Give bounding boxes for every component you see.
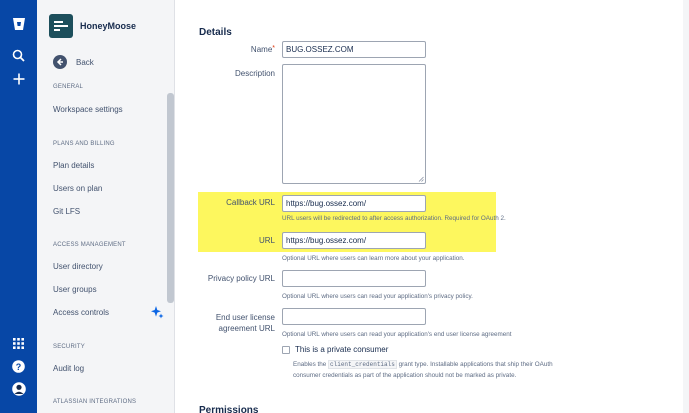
eula-help: Optional URL where users can read your application's end user license agreement — [282, 331, 512, 338]
section-title-security: SECURITY — [53, 344, 85, 350]
back-link[interactable]: Back — [76, 58, 94, 67]
global-nav-rail — [0, 0, 37, 413]
name-input[interactable]: BUG.OSSEZ.COM — [282, 41, 426, 58]
sidebar-item-user-groups[interactable]: User groups — [53, 285, 97, 294]
sidebar-item-access-controls[interactable]: Access controls — [53, 308, 110, 317]
callback-url-input[interactable]: https://bug.ossez.com/ — [282, 195, 426, 212]
section-title-plans-billing: PLANS AND BILLING — [53, 141, 115, 147]
privacy-policy-input[interactable] — [282, 270, 426, 287]
client-credentials-code: client_credentials — [330, 361, 395, 368]
sidebar-scrollbar[interactable] — [167, 93, 174, 303]
bitbucket-icon[interactable] — [0, 14, 37, 34]
private-consumer-checkbox[interactable] — [282, 346, 290, 354]
help-icon[interactable] — [0, 358, 37, 374]
description-label: Description — [234, 69, 275, 78]
privacy-policy-label: Privacy policy URL — [207, 274, 275, 283]
sparkle-icon — [150, 305, 164, 324]
section-title-general: GENERAL — [53, 84, 84, 90]
callback-url-help: URL users will be redirected to after access authorization. Required for OAuth 2. — [282, 215, 506, 222]
privacy-policy-help: Optional URL where users can read your application's privacy policy. — [282, 293, 473, 300]
private-consumer-help: Enables the client_credentials grant type. Installable applications that ship their OAuth consumer credentials as part of the application should not be marked as private. — [293, 361, 553, 379]
apps-icon[interactable] — [0, 336, 37, 350]
section-title-access-management: ACCESS MANAGEMENT — [53, 242, 126, 248]
private-consumer-label[interactable]: This is a private consumer — [295, 345, 389, 354]
details-heading: Details — [199, 27, 232, 38]
name-label: Name* — [250, 45, 275, 54]
url-input[interactable]: https://bug.ossez.com/ — [282, 232, 426, 249]
sidebar-item-users-on-plan[interactable]: Users on plan — [53, 184, 103, 193]
eula-label: End user license agreement URL — [215, 313, 275, 333]
user-avatar[interactable] — [0, 380, 37, 398]
sidebar-item-workspace-settings[interactable]: Workspace settings — [53, 105, 123, 114]
permissions-heading: Permissions — [199, 405, 259, 413]
back-arrow-icon[interactable] — [53, 55, 67, 69]
main-content — [175, 0, 689, 413]
search-icon[interactable] — [0, 46, 37, 64]
eula-input[interactable] — [282, 308, 426, 325]
resize-grip-icon[interactable] — [418, 176, 424, 182]
svg-text:?: ? — [15, 361, 22, 372]
sidebar-item-git-lfs[interactable]: Git LFS — [53, 207, 81, 216]
workspace-logo — [49, 14, 73, 38]
sidebar-item-user-directory[interactable]: User directory — [53, 262, 103, 271]
callback-url-label: Callback URL — [226, 198, 275, 207]
settings-sidebar — [37, 0, 175, 413]
plus-icon[interactable] — [0, 70, 37, 88]
url-help: Optional URL where users can learn more about your application. — [282, 255, 465, 262]
section-title-atlassian-integrations: ATLASSIAN INTEGRATIONS — [53, 399, 137, 405]
workspace-name[interactable]: HoneyMoose — [80, 21, 137, 31]
url-label: URL — [258, 236, 275, 245]
sidebar-item-audit-log[interactable]: Audit log — [53, 364, 85, 373]
sidebar-item-plan-details[interactable]: Plan details — [53, 161, 95, 170]
description-textarea[interactable] — [282, 64, 426, 184]
page-scrollbar[interactable] — [683, 0, 689, 413]
